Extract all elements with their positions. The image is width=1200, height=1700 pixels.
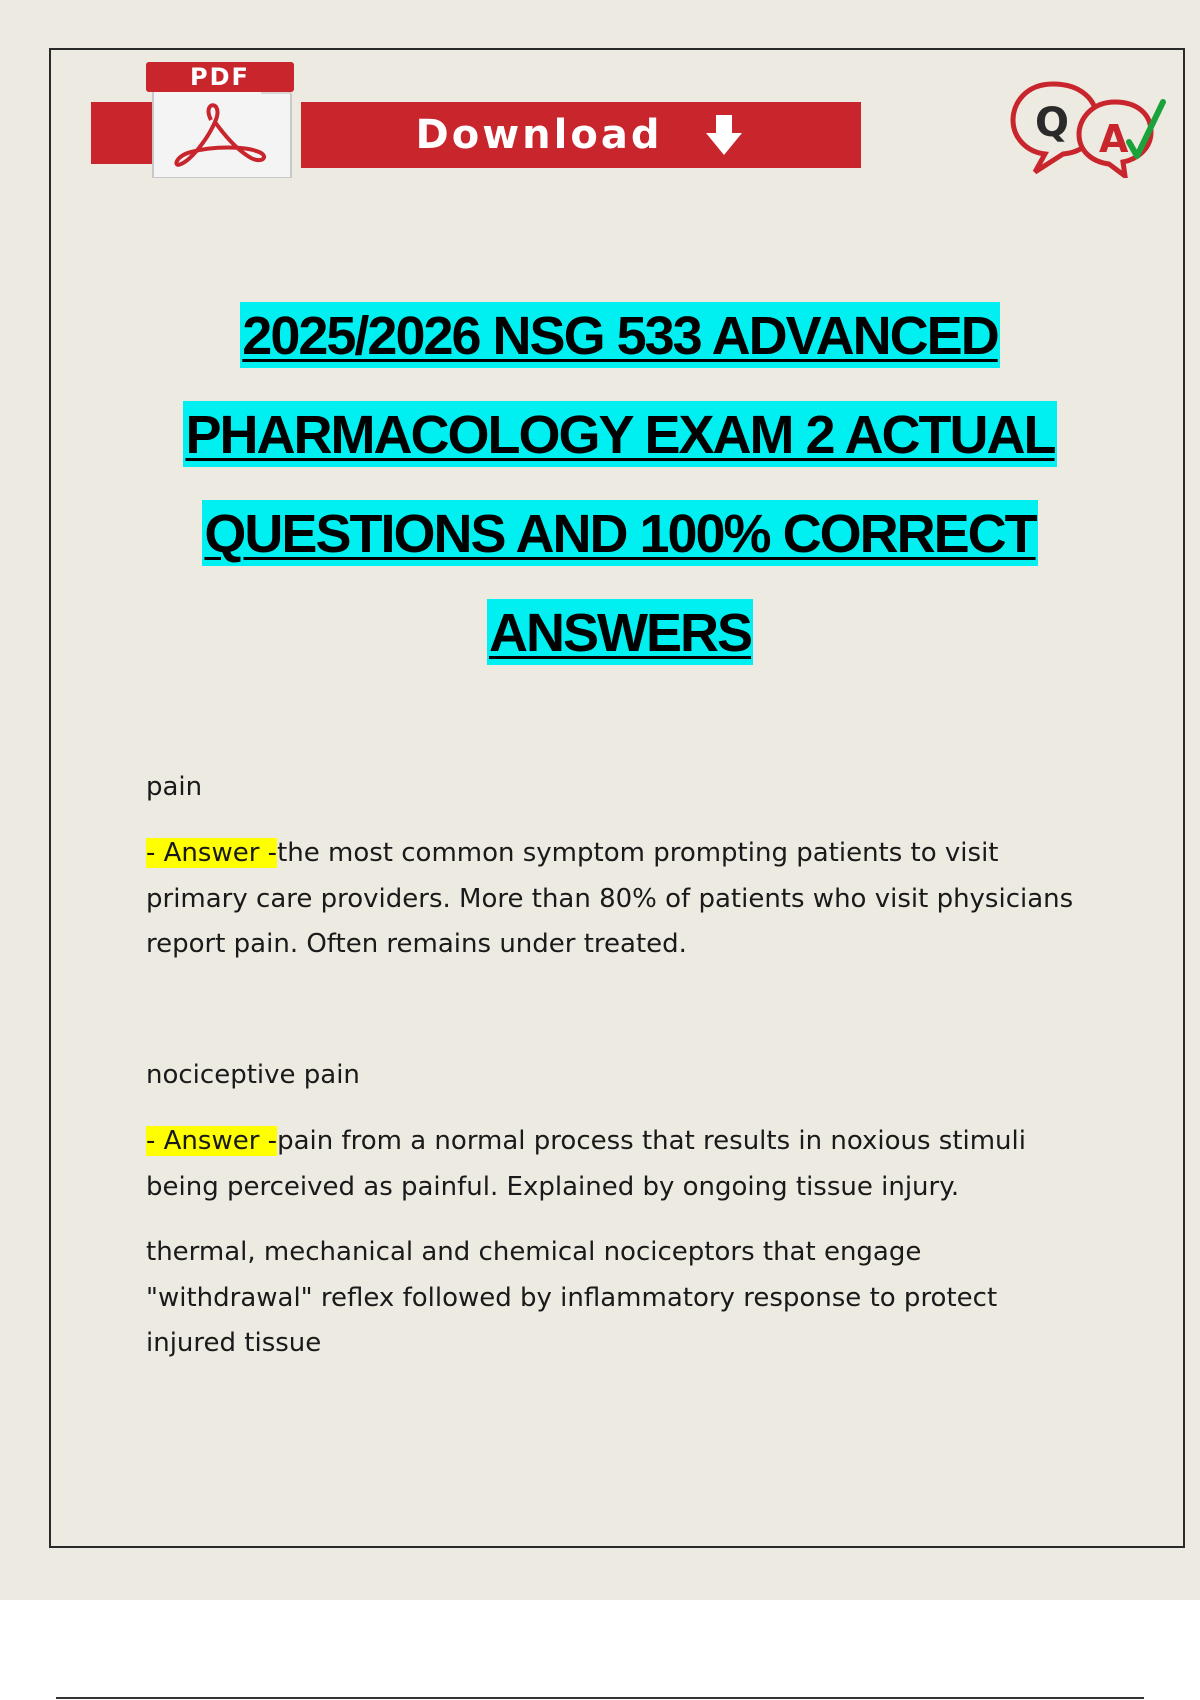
pdf-file-icon xyxy=(141,60,301,178)
term-heading: pain xyxy=(146,772,203,802)
answer-line: - Answer -the most common symptom prompting patients to visit xyxy=(146,838,999,868)
answer-line: primary care providers. More than 80% of patients who visit physicians xyxy=(146,884,1074,914)
answer-line: "withdrawal" reflex followed by inflammatory response to protect xyxy=(146,1283,998,1313)
download-label: Download xyxy=(415,112,663,158)
title-line: 2025/2026 NSG 533 ADVANCED xyxy=(60,296,1180,395)
page-border xyxy=(49,48,1185,1548)
pdf-label: PDF xyxy=(146,62,294,92)
qa-letter-a: A xyxy=(1099,117,1129,161)
download-button[interactable] xyxy=(301,102,861,168)
title-line: ANSWERS xyxy=(60,593,1180,692)
term-heading: nociceptive pain xyxy=(146,1060,360,1090)
answer-line: injured tissue xyxy=(146,1328,322,1358)
qa-letter-q: Q xyxy=(1035,100,1070,146)
title-line: QUESTIONS AND 100% CORRECT xyxy=(60,494,1180,593)
download-arrow-icon xyxy=(702,113,746,157)
answer-line: report pain. Often remains under treated. xyxy=(146,929,687,959)
answer-line: being perceived as painful. Explained by ongoing tissue injury. xyxy=(146,1172,960,1202)
answer-line: - Answer -pain from a normal process that results in noxious stimuli xyxy=(146,1126,1026,1156)
title-line: PHARMACOLOGY EXAM 2 ACTUAL xyxy=(60,395,1180,494)
answer-label-highlight: - Answer - xyxy=(146,838,278,868)
qa-check-icon xyxy=(1005,76,1170,178)
answer-label-highlight: - Answer - xyxy=(146,1126,278,1156)
pdf-download-banner[interactable] xyxy=(91,60,861,180)
answer-line: thermal, mechanical and chemical nociceptors that engage xyxy=(146,1237,922,1267)
document-title xyxy=(60,296,1180,692)
bottom-divider xyxy=(56,1697,1144,1699)
